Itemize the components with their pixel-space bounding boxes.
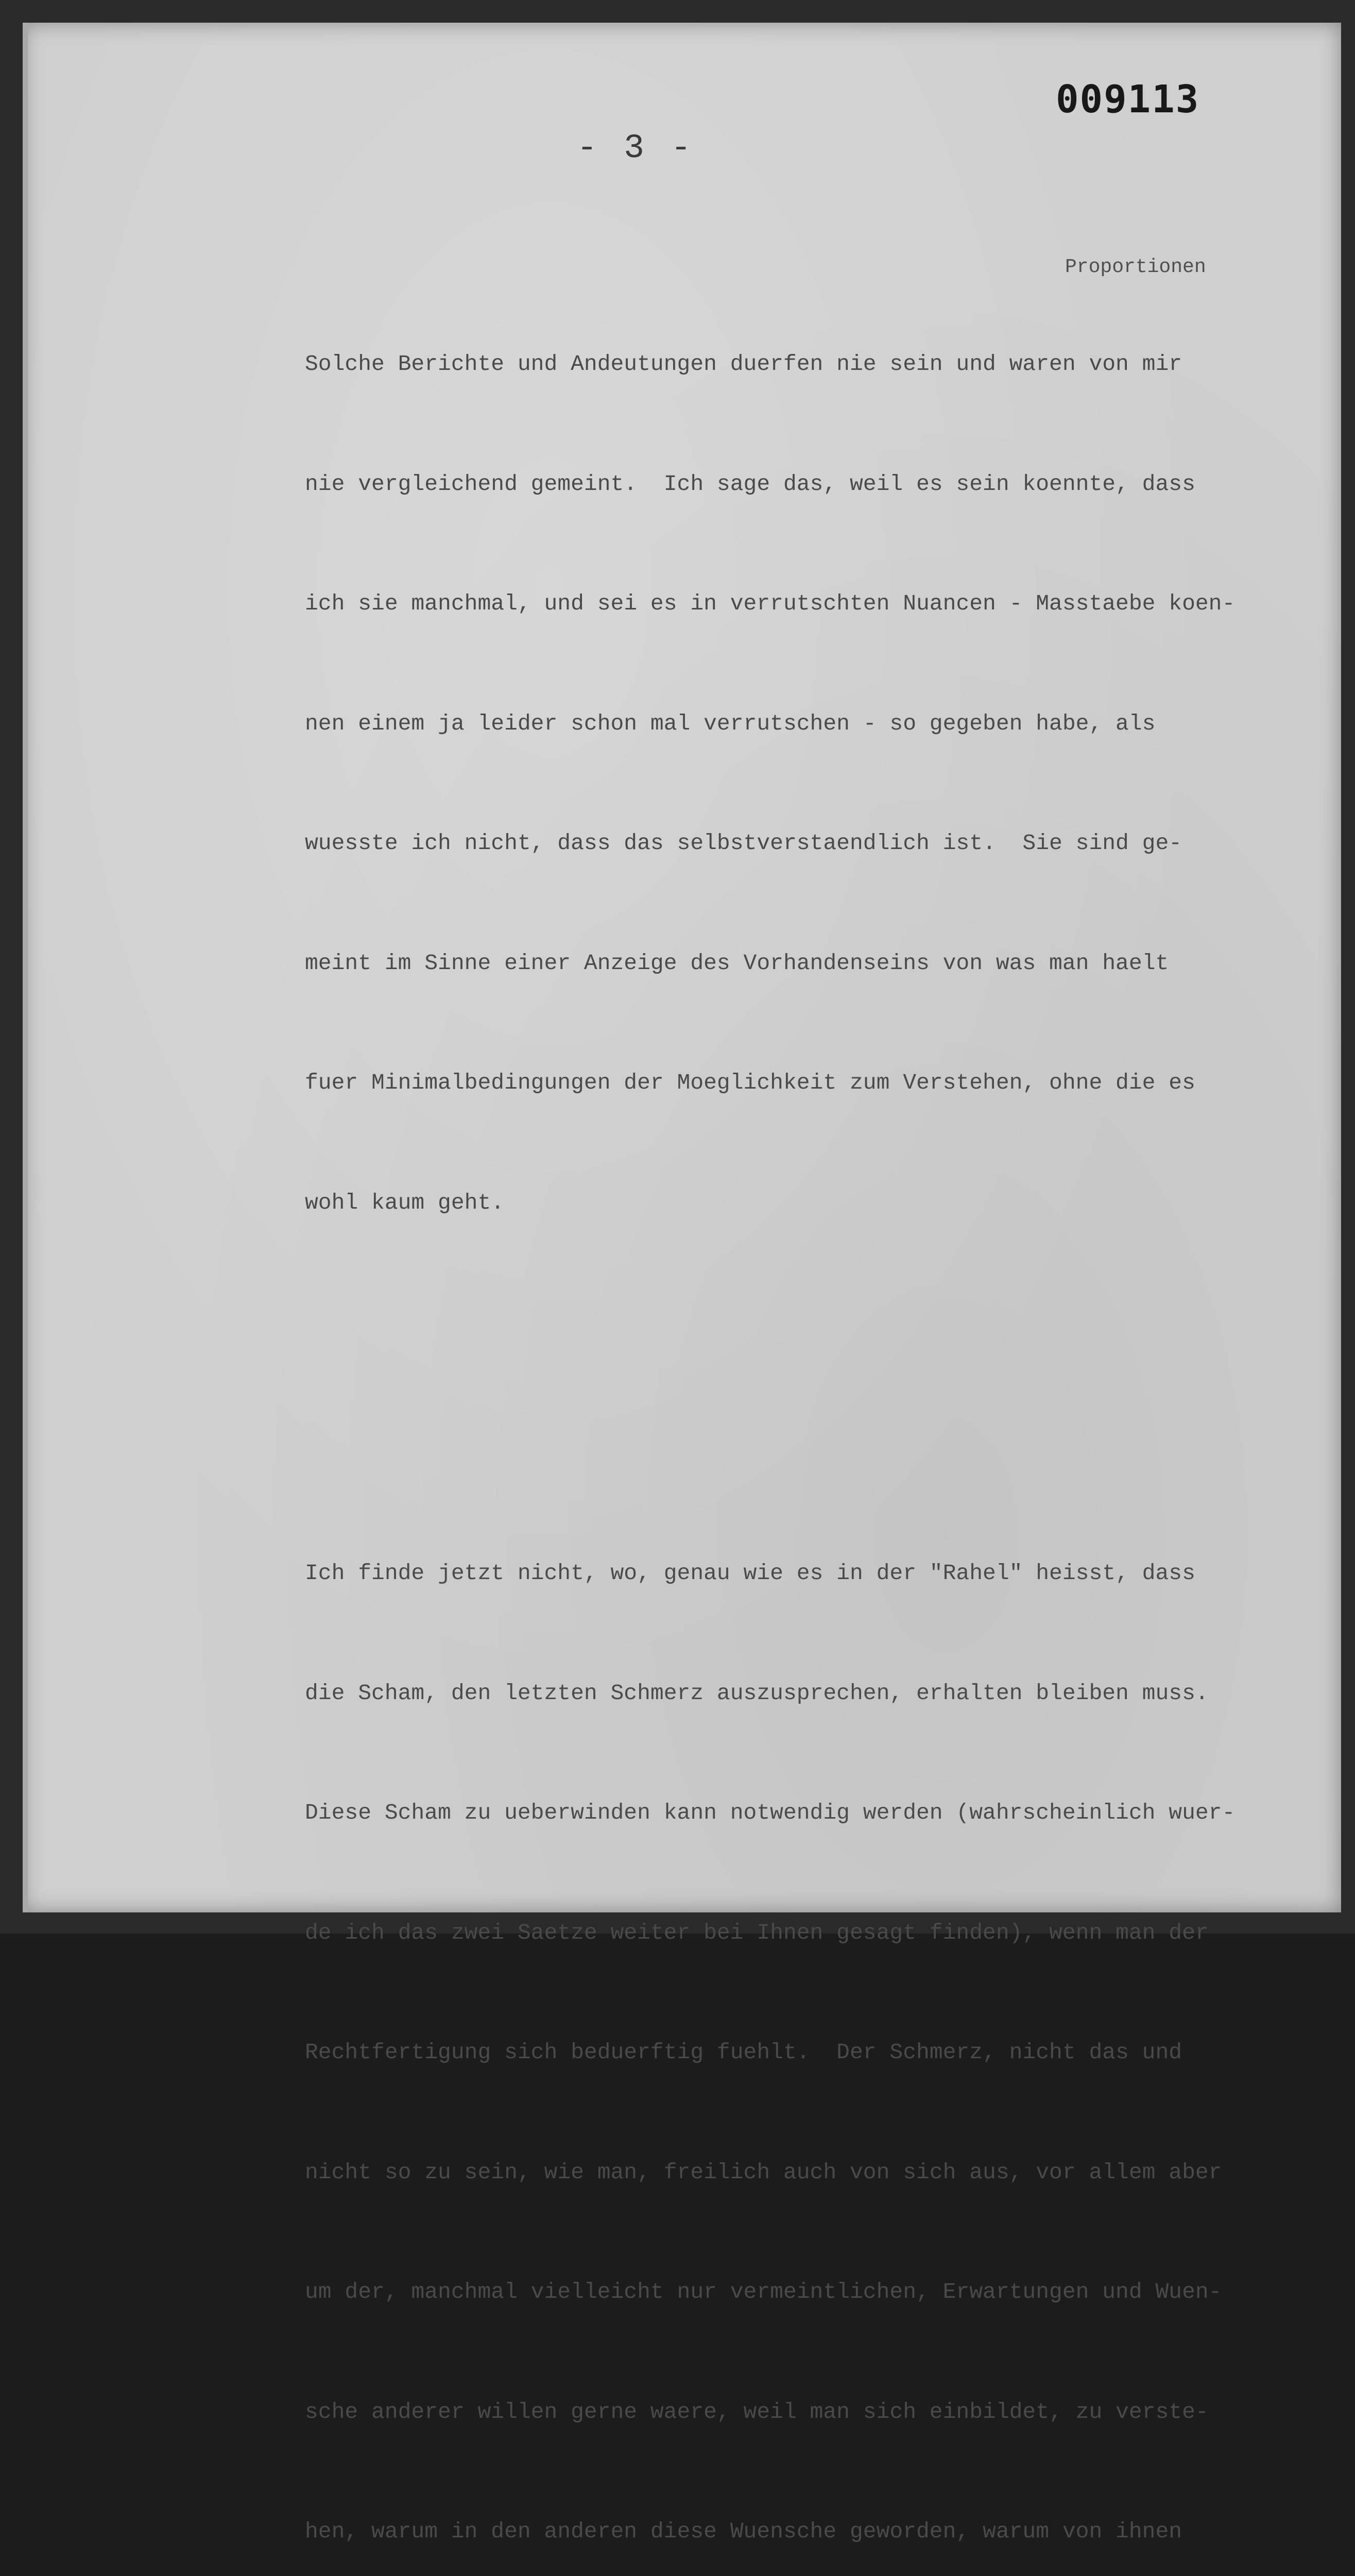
text-line: Rechtfertigung sich beduerftig fuehlt. Der Schmerz, nicht das und [305, 2040, 1182, 2065]
archive-number: 009113 [1056, 77, 1200, 122]
text-line: Ich finde jetzt nicht, wo, genau wie es in der "Rahel" heisst, dass [305, 1561, 1195, 1586]
text-line: hen, warum in den anderen diese Wuensche geworden, warum von ihnen [305, 2519, 1182, 2544]
text-line: de ich das zwei Saetze weiter bei Ihnen gesagt finden), wenn man der [305, 1920, 1209, 1945]
text-line: fuer Minimalbedingungen der Moeglichkeit zum Verstehen, ohne die es [305, 1070, 1195, 1095]
text-line: meint im Sinne einer Anzeige des Vorhandenseins von was man haelt [305, 950, 1169, 976]
text-line: Diese Scham zu ueberwinden kann notwendig werden (wahrscheinlich wuer- [305, 1800, 1236, 1825]
text-line: nicht so zu sein, wie man, freilich auch von sich aus, vor allem aber [305, 2159, 1222, 2185]
paragraph-1 [305, 264, 1325, 1302]
text-line: nen einem ja leider schon mal verrutschen - so gegeben habe, als [305, 710, 1156, 736]
text-line: sche anderer willen gerne waere, weil man sich einbildet, zu verste- [305, 2399, 1209, 2425]
page-number: - 3 - [577, 129, 695, 167]
text-line: wuesste ich nicht, dass das selbstverstaendlich ist. Sie sind ge- [305, 831, 1182, 856]
paragraph-2 [305, 1473, 1325, 2576]
sheet-edge [23, 23, 28, 1912]
letter-body [305, 184, 1325, 2576]
handwritten-insertion: Proportionen [1065, 256, 1206, 278]
text-line: wohl kaum geht. [305, 1190, 505, 1215]
paragraph-gap [305, 1382, 1325, 1394]
text-line: Solche Berichte und Andeutungen duerfen nie sein und waren von mir [305, 351, 1182, 377]
text-line: nie vergleichend gemeint. Ich sage das, weil es sein koennte, dass [305, 471, 1195, 497]
text-line: um der, manchmal vielleicht nur vermeintlichen, Erwartungen und Wuen- [305, 2279, 1222, 2304]
text-line: die Scham, den letzten Schmerz auszusprechen, erhalten bleiben muss. [305, 1680, 1209, 1706]
text-line: ich sie manchmal, und sei es in verrutschten Nuancen - Masstaebe koen- [305, 591, 1236, 616]
